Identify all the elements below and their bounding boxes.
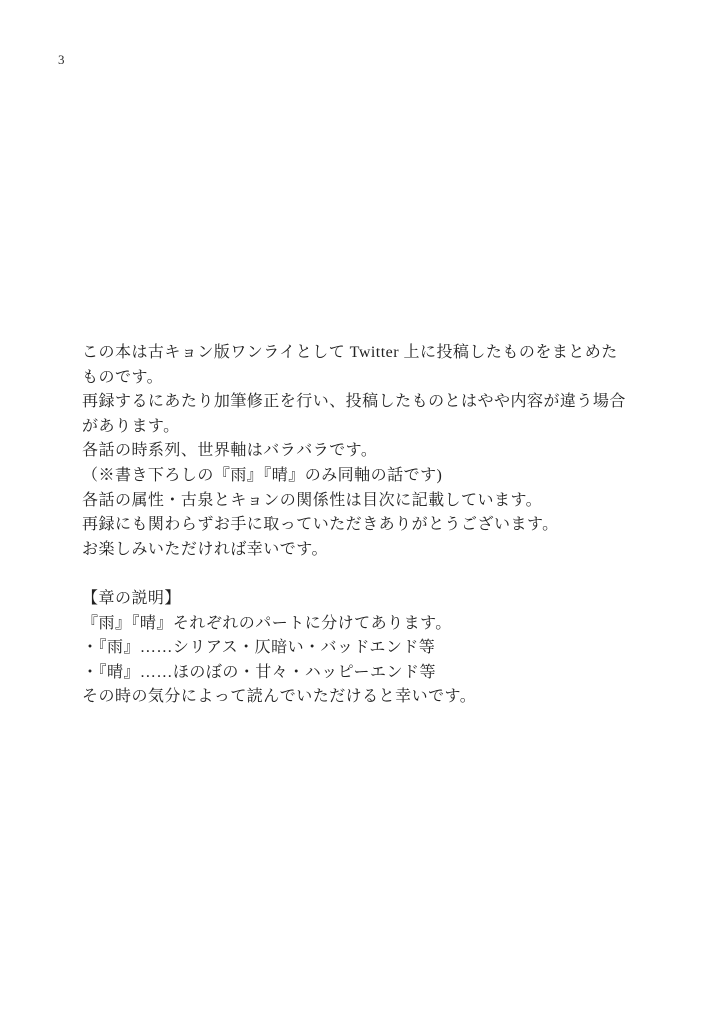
section-heading: 【章の説明】	[82, 589, 181, 607]
text-line: その時の気分によって読んでいただけると幸いです。	[82, 688, 477, 706]
preface-text-block	[82, 341, 662, 710]
text-line: ものです。	[82, 368, 164, 386]
text-line-bullet: ・『雨』……シリアス・仄暗い・バッドエンド等	[82, 639, 436, 657]
text-line: この本は古キョン版ワンライとして Twitter 上に投稿したものをまとめた	[82, 344, 618, 361]
text-line: があります。	[82, 417, 180, 435]
page-number: 3	[58, 52, 65, 67]
text-line: 各話の時系列、世界軸はバラバラです。	[82, 442, 378, 460]
text-line-blank	[82, 562, 662, 587]
text-line: 再録するにあたり加筆修正を行い、投稿したものとはやや内容が違う場合	[82, 393, 626, 411]
text-line: 再録にも関わらずお手に取っていただきありがとうございます。	[82, 516, 559, 534]
text-line-bullet: ・『晴』……ほのぼの・甘々・ハッピーエンド等	[82, 663, 436, 681]
text-line: （※書き下ろしの『雨』『晴』のみ同軸の話です)	[82, 466, 443, 484]
text-line: 『雨』『晴』それぞれのパートに分けてあります。	[82, 614, 452, 632]
text-line: 各話の属性・古泉とキョンの関係性は目次に記載しています。	[82, 491, 543, 509]
text-line: お楽しみいただければ幸いです。	[82, 540, 328, 558]
